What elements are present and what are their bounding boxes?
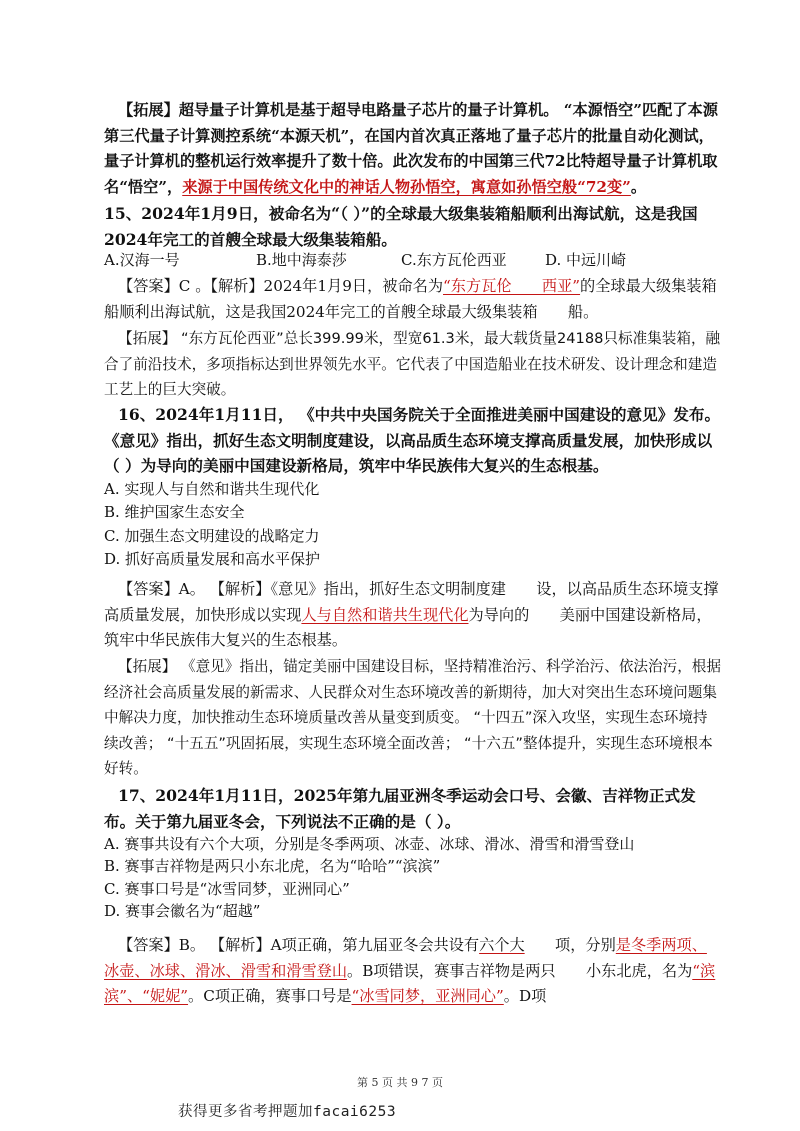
quantum-extension-text: 【拓展】超导量子计算机是基于超导电路量子芯片的量子计算机。 “本源悟空”匹配了本源第三代量子计算测控系统“本源天机”，在国内首次真正落地了量子芯片的批量自动化测试，量子计算机的整机运行效率提升了数十倍。此次发布的中国第三代72比特超导量子计算机取名“悟空”，: [104, 101, 718, 196]
question-17-option-c: C. 赛事口号是“冰雪同梦，亚洲同心”: [104, 880, 350, 898]
question-17-option-d: D. 赛事会徽名为“超越”: [104, 902, 261, 920]
question-17-answer-highlight-2: 是冬季两项、冰壶、冰球、滑冰、滑雪和滑雪登山: [104, 936, 707, 980]
page-number: 第 5 页 共 9 7 页: [357, 1076, 443, 1089]
quantum-extension-highlight: 来源于中国传统文化中的神话人物孙悟空，寓意如孙悟空般“72变”: [182, 177, 631, 196]
quantum-extension-paragraph: [104, 98, 722, 200]
question-17-stem: 17、2024年1月11日，2025年第九届亚洲冬季运动会口号、会徽、吉祥物正式发布。关于第九届亚冬会，下列说法不正确的是（ ）。: [104, 786, 696, 831]
question-15-option-d: D. 中远川崎: [545, 251, 627, 269]
question-17-answer-underline-1: 六个大: [479, 936, 525, 954]
question-15-answer-text: 【答案】C 。【解析】2024年1月9日，被命名为: [118, 277, 444, 295]
question-16-extension: 【拓展】 《意见》指出，锚定美丽中国建设目标，坚持精准治污、科学治污、依法治污，根据经济社会高质量发展的新需求、人民群众对生态环境改善的新期待，加大对突出生态环境问题集中解决力度，加快推动生态环境质量改善从量变到质变。 “十四五”深入攻坚，实现生态环境持续改善； “十五五”巩固拓展，实现生态环境全面改善； “十六五”整体提升，实现生态环境根本好转。: [104, 658, 721, 777]
question-15-answer-text-end: 的全球最大级集装箱船顺利出海试航，这是我国2024年完工的首艘全球最大级集装箱 船。: [104, 277, 717, 321]
question-16-answer: [104, 577, 722, 654]
question-15-option-a: A.汉海一号: [104, 251, 180, 269]
question-15-answer: [104, 274, 722, 325]
question-17-answer: [104, 933, 722, 1010]
question-17-option-b: B. 赛事吉祥物是两只小东北虎，名为“哈哈”“滨滨”: [104, 857, 441, 875]
question-16-stem: 16、2024年1月11日， 《中共中央国务院关于全面推进美丽中国建设的意见》发布。《意见》指出，抓好生态文明制度建设，以高品质生态环境支撑高质量发展，加快形成以（ ）为导向的美丽中国建设新格局，筑牢中华民族伟大复兴的生态根基。: [104, 405, 721, 475]
question-15-answer-highlight: “东方瓦伦 西亚”: [443, 277, 581, 295]
question-17-answer-part-1: 【答案】B。 【解析】A项正确，第九届亚冬会共设有: [118, 936, 480, 954]
question-16-answer-text: 【答案】A。 【解析】《意见》指出，抓好生态文明制度建 设，以高品质生态环境支撑高质量发展，加快形成以实现: [104, 580, 719, 624]
question-17-answer-part-5: 。D项: [503, 987, 547, 1005]
question-17-answer-highlight-3: “滨滨”、“妮妮”: [104, 961, 716, 1005]
quantum-extension-end: 。: [630, 177, 647, 196]
question-15-extension: 【拓展】 “东方瓦伦西亚”总长399.99米，型宽61.3米，最大载货量24188只标准集装箱，融合了前沿技术，多项指标达到世界领先水平。它代表了中国造船业在技术研发、设计理念和建造工艺上的巨大突破。: [104, 330, 721, 398]
question-17-answer-part-4: 。C项正确，赛事口号是: [188, 987, 352, 1005]
question-16-option-a: A. 实现人与自然和谐共生现代化: [104, 480, 320, 498]
question-15-stem: 15、2024年1月9日，被命名为“（ ）”的全球最大级集装箱船顺利出海试航，这是我国2024年完工的首艘全球最大级集装箱船。: [104, 204, 698, 249]
question-15-option-b: B.地中海泰莎: [256, 251, 347, 269]
promo-text: 获得更多省考押题加facai6253: [178, 1104, 397, 1120]
question-17-answer-highlight-4: “冰雪同梦，亚洲同心”: [351, 987, 504, 1005]
question-16-option-d: D. 抓好高质量发展和高水平保护: [104, 550, 321, 568]
question-16-option-c: C. 加强生态文明建设的战略定力: [104, 527, 320, 545]
question-17-option-a: A. 赛事共设有六个大项，分别是冬季两项、冰壶、冰球、滑冰、滑雪和滑雪登山: [104, 835, 635, 853]
question-16-answer-text-end: 为导向的 美丽中国建设新格局，筑牢中华民族伟大复兴的生态根基。: [104, 605, 712, 649]
question-15-option-c: C.东方瓦伦西亚: [401, 251, 507, 269]
question-16-option-b: B. 维护国家生态安全: [104, 503, 245, 521]
question-16-answer-highlight: 人与自然和谐共生现代化: [301, 605, 469, 624]
question-17-answer-part-3: 。B项错误，赛事吉祥物是两只 小东北虎，名为: [347, 961, 693, 980]
question-17-answer-part-2: 项，分别: [524, 936, 616, 954]
